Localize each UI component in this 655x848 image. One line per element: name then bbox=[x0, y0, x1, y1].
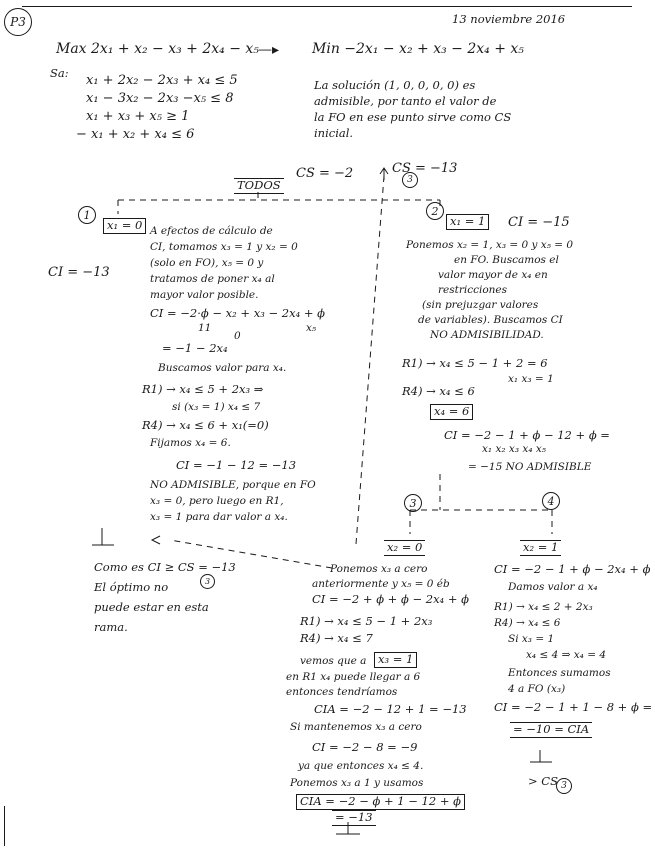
node1-under: 11 bbox=[198, 322, 212, 334]
objective-min: Min −2x₁ − x₂ + x₃ − 2x₄ + x₅ bbox=[312, 41, 524, 57]
node2-r4: R4) → x₄ ≤ 6 bbox=[402, 384, 475, 398]
node4-line: CI = −2 − 1 + 1 − 8 + ϕ = bbox=[494, 700, 653, 714]
node2-line: NO ADMISIBILIDAD. bbox=[430, 329, 544, 341]
node-number-3: 3 bbox=[200, 574, 215, 589]
constraint-row: x₁ − 3x₂ − 2x₃ −x₅ ≤ 8 bbox=[86, 91, 234, 106]
node1-line: R1) → x₄ ≤ 5 + 2x₃ ⇒ bbox=[142, 382, 264, 396]
node1-line: R4) → x₄ ≤ 6 + x₁(=0) bbox=[142, 418, 269, 432]
node-number-3: 3 bbox=[404, 494, 422, 512]
node2-ci: CI = −15 bbox=[508, 215, 570, 230]
node1-line: x₃ = 1 para dar valor a x₄. bbox=[150, 511, 288, 523]
note-line: inicial. bbox=[314, 126, 354, 140]
prune-line: El óptimo no bbox=[94, 580, 169, 594]
node-number-3: 3 bbox=[556, 778, 572, 794]
node2-ci-sub: x₁ x₂ x₃ x₄ x₅ bbox=[482, 443, 547, 455]
node1-line: x₃ = 0, pero luego en R1, bbox=[150, 495, 284, 507]
node4-line: R1) → x₄ ≤ 2 + 2x₃ bbox=[494, 601, 593, 613]
node2-boxed: x₄ = 6 bbox=[430, 404, 473, 420]
date: 13 noviembre 2016 bbox=[452, 12, 566, 26]
node2-line: valor mayor de x₄ en bbox=[438, 269, 548, 281]
node3-cia-result: = −13 bbox=[332, 810, 376, 826]
node4-line: 4 a FO (x₃) bbox=[508, 683, 566, 695]
prune-line: rama. bbox=[94, 620, 128, 634]
note-line: admisible, por tanto el valor de bbox=[314, 94, 497, 108]
node4-branch: x₂ = 1 bbox=[520, 540, 561, 556]
node1-line: CI = −1 − 12 = −13 bbox=[176, 458, 297, 472]
root-cs-right: CS = −13 bbox=[392, 161, 458, 176]
node1-line: CI = −2·ϕ − x₂ + x₃ − 2x₄ + ϕ bbox=[150, 306, 325, 320]
root-cs: CS = −2 bbox=[296, 166, 354, 181]
objective-arrow: —▸ bbox=[258, 42, 280, 58]
node2-r1-sub: x₁ x₃ = 1 bbox=[508, 373, 554, 385]
node1-line: Buscamos valor para x₄. bbox=[158, 362, 287, 374]
margin-tick bbox=[4, 806, 5, 846]
node3-line: ya que entonces x₄ ≤ 4. bbox=[298, 760, 424, 772]
node2-ci-calc: CI = −2 − 1 + ϕ − 12 + ϕ = bbox=[444, 428, 610, 442]
node3-line: en R1 x₄ puede llegar a 6 bbox=[286, 671, 421, 683]
node3-cia: CIA = −2 − ϕ + 1 − 12 + ϕ bbox=[296, 794, 465, 810]
node1-line: CI, tomamos x₃ = 1 y x₂ = 0 bbox=[150, 241, 298, 253]
node-number-3: 3 bbox=[402, 172, 418, 188]
node3-line: CIA = −2 − 12 + 1 = −13 bbox=[314, 702, 467, 716]
node3-line: CI = −2 + ϕ + ϕ − 2x₄ + ϕ bbox=[312, 592, 469, 606]
node2-line: restricciones bbox=[438, 284, 508, 296]
node1-under: 0 bbox=[234, 330, 241, 342]
note-line: La solución (1, 0, 0, 0, 0) es bbox=[314, 78, 476, 92]
node3-line: Ponemos x₃ a cero bbox=[330, 563, 428, 575]
node3-line: R4) → x₄ ≤ 7 bbox=[300, 631, 373, 645]
node3-line: entonces tendríamos bbox=[286, 686, 398, 698]
node1-line: (solo en FO), x₅ = 0 y bbox=[150, 257, 264, 269]
node3-boxed-mid: x₃ = 1 bbox=[374, 652, 417, 668]
node3-line: CI = −2 − 8 = −9 bbox=[312, 740, 418, 754]
node4-result: = −10 = CIA bbox=[510, 722, 592, 738]
problem-tag: P3 bbox=[4, 8, 32, 36]
node4-line: R4) → x₄ ≤ 6 bbox=[494, 617, 561, 629]
node3-line: R1) → x₄ ≤ 5 − 1 + 2x₃ bbox=[300, 614, 433, 628]
node2-branch: x₁ = 1 bbox=[446, 214, 489, 230]
constraint-row: − x₁ + x₂ + x₄ ≤ 6 bbox=[76, 127, 195, 142]
node1-line: tratamos de poner x₄ al bbox=[150, 273, 275, 285]
node1-line: Fijamos x₄ = 6. bbox=[150, 437, 231, 449]
node1-line: si (x₃ = 1) x₄ ≤ 7 bbox=[172, 401, 261, 413]
node-number-4: 4 bbox=[542, 492, 560, 510]
node3-branch: x₂ = 0 bbox=[384, 540, 425, 556]
node1-branch: x₁ = 0 bbox=[103, 218, 146, 234]
node2-result: = −15 NO ADMISIBLE bbox=[468, 461, 592, 473]
node2-line: de variables). Buscamos CI bbox=[418, 314, 563, 326]
prune-line: Como es CI ≥ CS = −13 bbox=[94, 560, 236, 574]
node-number-1: 1 bbox=[78, 206, 96, 224]
node4-line: Entonces sumamos bbox=[508, 667, 611, 679]
node1-line: = −1 − 2x₄ bbox=[162, 341, 228, 355]
node3-line: Si mantenemos x₃ a cero bbox=[290, 721, 422, 733]
constraint-row: x₁ + 2x₂ − 2x₃ + x₄ ≤ 5 bbox=[86, 73, 238, 88]
node4-line: x₄ ≤ 4 ⇒ x₄ = 4 bbox=[526, 649, 607, 661]
node4-line: CI = −2 − 1 + ϕ − 2x₄ + ϕ bbox=[494, 562, 651, 576]
node1-ci-side: CI = −13 bbox=[48, 265, 110, 280]
node1-x5: x₅ bbox=[306, 322, 317, 334]
node3-line: vemos que a bbox=[300, 655, 367, 667]
constraints-label: Sa: bbox=[50, 66, 69, 80]
node3-line: anteriormente y x₅ = 0 éb bbox=[312, 578, 450, 590]
node2-line: en FO. Buscamos el bbox=[454, 254, 559, 266]
node4-bottom: > CS bbox=[528, 774, 558, 788]
node4-line: Damos valor a x₄ bbox=[508, 581, 598, 593]
node-number-2: 2 bbox=[426, 202, 444, 220]
node1-line: A efectos de cálculo de bbox=[150, 225, 273, 237]
node2-r1: R1) → x₄ ≤ 5 − 1 + 2 = 6 bbox=[402, 356, 548, 370]
constraint-row: x₁ + x₃ + x₅ ≥ 1 bbox=[86, 109, 190, 124]
node4-line: Si x₃ = 1 bbox=[508, 633, 555, 645]
node1-line: NO ADMISIBLE, porque en FO bbox=[150, 479, 316, 491]
note-line: la FO en ese punto sirve como CS bbox=[314, 110, 512, 124]
node2-line: (sin prejuzgar valores bbox=[422, 299, 539, 311]
root-node: TODOS bbox=[234, 178, 284, 194]
node1-line: mayor valor posible. bbox=[150, 289, 259, 301]
prune-line: puede estar en esta bbox=[94, 600, 209, 614]
node3-line: Ponemos x₃ a 1 y usamos bbox=[290, 777, 424, 789]
node2-line: Ponemos x₂ = 1, x₃ = 0 y x₅ = 0 bbox=[406, 239, 574, 251]
objective-max: Max 2x₁ + x₂ − x₃ + 2x₄ − x₅ bbox=[56, 41, 259, 57]
